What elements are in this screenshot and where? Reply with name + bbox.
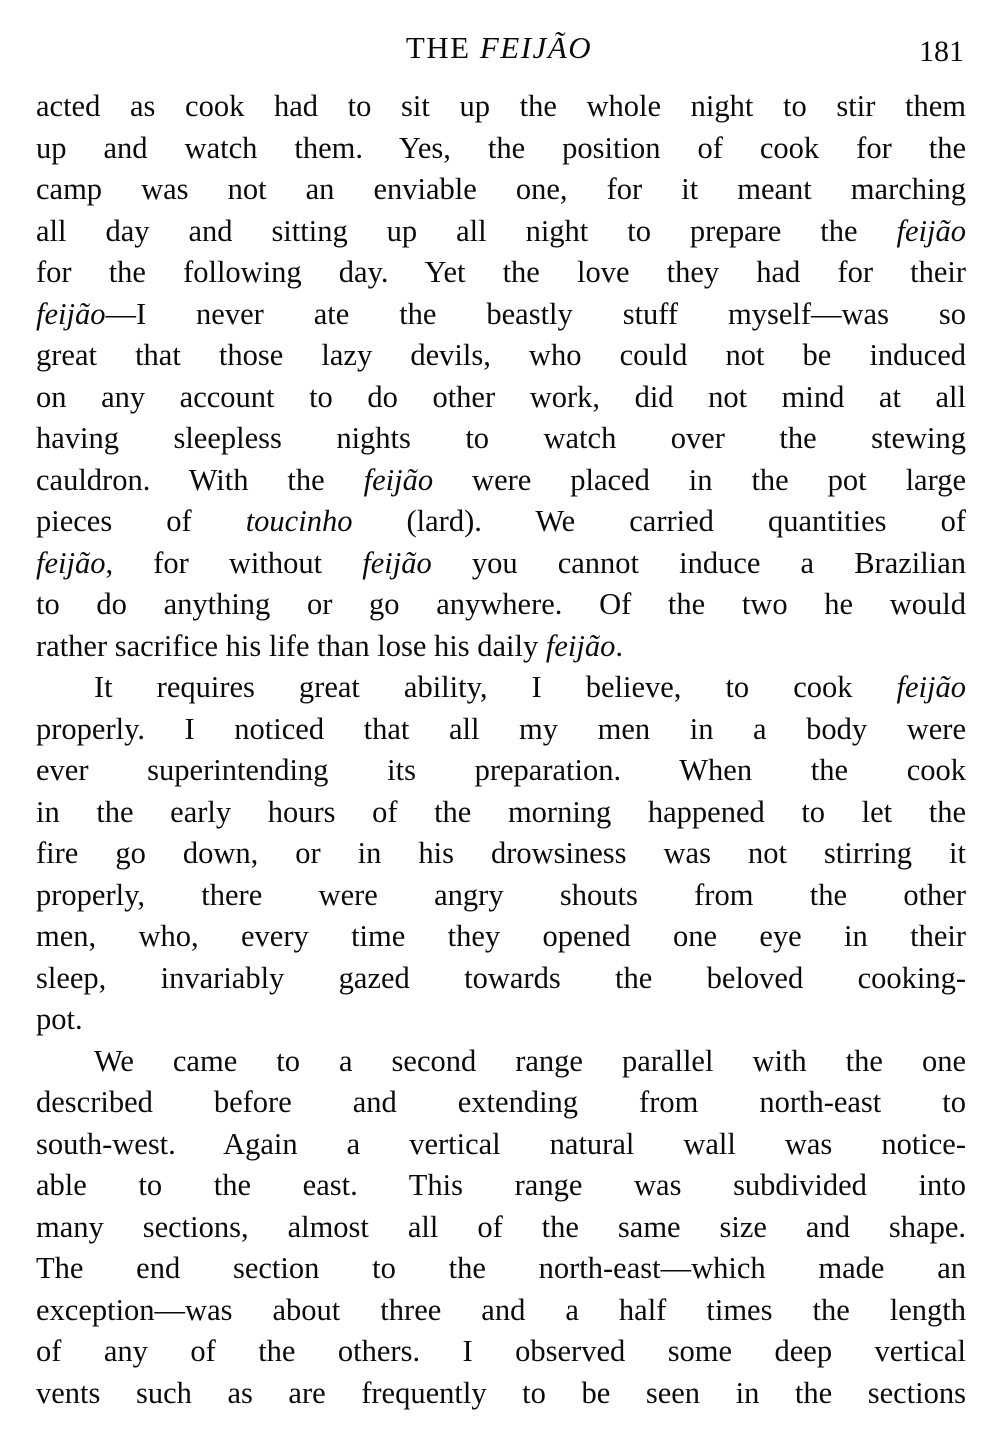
text-segment: (lard). We carried quantities of [352,504,966,538]
text-line [36,1165,966,1207]
text-segment: were placed in the pot large [433,462,966,497]
text-line [36,792,966,834]
text-segment: men, who, every time they opened one eye in their [36,919,966,953]
text-line [36,460,966,502]
text-segment: great that those lazy devils, who could not be induced [36,338,966,372]
italic-term: feijão [896,213,966,248]
text-line [36,584,966,626]
page-number: 181 [919,35,964,68]
text-line [36,543,966,585]
running-title-italic: FEIJÃO [479,30,593,65]
text-segment: rather sacrifice his life than lose his daily [36,628,546,663]
italic-term: feijão [36,296,106,331]
text-line [36,626,966,668]
text-line [36,86,966,128]
text-line [36,252,966,294]
text-segment: south-west. Again a vertical natural wall was notice- [36,1126,966,1161]
text-segment: camp was not an enviable one, for it meant marching [36,172,966,206]
text-line [36,377,966,419]
italic-term: toucinho [245,504,353,538]
text-line [36,501,966,543]
text-line [36,709,966,751]
text-line [36,958,966,1000]
text-segment: properly, there were angry shouts from the other [36,877,966,912]
text-segment: exception—was about three and a half times the length [36,1292,966,1327]
running-title [34,28,964,68]
text-segment: pieces of [36,504,246,538]
text-segment: properly. I noticed that all my men in a body were [36,711,966,746]
text-line [36,211,966,253]
text-line [36,1248,966,1290]
text-line [36,294,966,336]
text-line [36,1290,966,1332]
text-segment: of any of the others. I observed some deep vertical [36,1334,966,1368]
text-line [36,169,966,211]
text-segment: up and watch them. Yes, the position of cook for the [36,130,966,165]
text-line [36,875,966,917]
text-segment: pot. [36,1002,83,1036]
text-segment: ever superintending its preparation. When the cook [36,753,966,787]
italic-term: feijão [362,545,432,580]
text-segment: in the early hours of the morning happened to let the [36,794,966,829]
text-segment: fire go down, or in his drowsiness was not stirring it [36,836,966,870]
italic-term: feijão [363,462,434,497]
text-segment: having sleepless nights to watch over the stewing [36,421,966,455]
text-segment: . [615,628,623,663]
text-line [36,418,966,460]
text-line [36,128,966,170]
text-line [36,999,966,1041]
text-segment: acted as cook had to sit up the whole night to stir them [36,89,966,123]
text-line [36,1041,966,1083]
text-line [36,1373,966,1415]
page-header [34,28,964,76]
text-segment: to do anything or go anywhere. Of the two he would [36,587,966,621]
italic-term: feijão [36,545,106,580]
text-segment: The end section to the north-east—which made an [36,1251,966,1285]
text-segment: sleep, invariably gazed towards the beloved cooking- [36,960,966,995]
text-segment: you cannot induce a Brazilian [431,545,966,580]
text-segment: all day and sitting up all night to prepare the [36,213,897,248]
text-line [36,1331,966,1373]
text-line [36,833,966,875]
text-segment: able to the east. This range was subdivided into [36,1168,966,1202]
running-title-prefix: THE [405,30,471,65]
text-segment: many sections, almost all of the same size and shape. [36,1209,966,1244]
text-line [36,916,966,958]
text-segment: vents such as are frequently to be seen in the sections [36,1375,966,1410]
italic-term: feijão [896,670,966,704]
text-line [36,1124,966,1166]
text-line [36,750,966,792]
italic-term: feijão [545,628,616,663]
text-segment: , for without [105,545,363,580]
text-segment: described before and extending from north-east to [36,1085,966,1119]
text-segment: It requires great ability, I believe, to cook [94,670,897,704]
text-segment: for the following day. Yet the love they had for their [36,255,966,289]
body-text [36,86,966,1414]
text-line [36,335,966,377]
text-segment: on any account to do other work, did not mind at all [36,379,966,414]
text-segment: We came to a second range parallel with the one [94,1043,966,1078]
text-line [36,667,966,709]
text-segment: —I never ate the beastly stuff myself—was so [105,296,966,331]
text-line [36,1207,966,1249]
text-line [36,1082,966,1124]
text-segment: cauldron. With the [36,462,364,497]
